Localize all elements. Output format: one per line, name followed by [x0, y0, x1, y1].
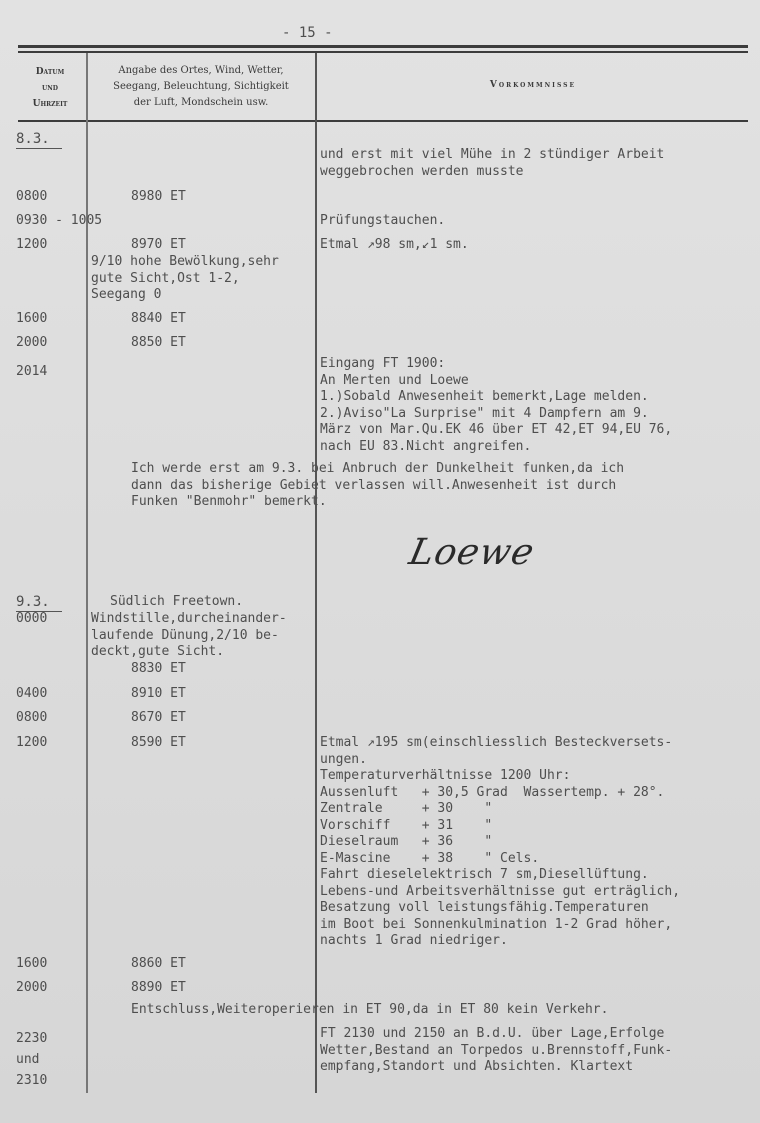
entry-pos-1200-b: 8590 ET — [131, 735, 186, 750]
entry-time-0400: 0400 — [16, 686, 48, 701]
entry-note-entschluss: Entschluss,Weiteroperieren in ET 90,da in ET 80 kein Verkehr. — [131, 1002, 609, 1017]
entry-time-2230: 2230 und 2310 — [16, 1031, 48, 1088]
entry-etmal-temperaturen: Etmal ↗195 sm(einschliesslich Besteckversets- ungen. Temperaturverhältnisse 1200 Uhr: Aussenluft + 30,5 Grad Wassertemp. + 28°. Zentrale + 30 " Vorschiff + 31 " Dieselraum + 36 " E-Mascine + 38 " Cels. Fahrt dieselelektrisch 7 sm,Diesellüftung. Lebens-und Arbeitsverhältnisse gut erträglich, Besatzung voll leistungsfähig.Temperaturen im Boot bei Sonnenkulmination 1-2 Grad höher, nachts 1 Grad niedriger. — [320, 735, 681, 948]
entry-date-9-3: 9.3. — [16, 594, 62, 612]
entry-wetter-0000: Windstille,durcheinander- laufende Dünung,2/10 be- deckt,gute Sicht. — [91, 611, 287, 659]
entry-vorkommnis-pruefung: Prüfungstauchen. — [320, 213, 446, 228]
header-rule-top-2 — [18, 51, 748, 53]
entry-date-8-3: 8.3. — [16, 131, 62, 149]
entry-time-2014: 2014 — [16, 364, 48, 379]
entry-vorkommnis-1: und erst mit viel Mühe in 2 stündiger Arbeit weggebrochen werden musste — [320, 147, 665, 179]
header-ort-line2: Seegang, Beleuchtung, Sichtigkeit — [113, 81, 289, 92]
entry-time-0000: 0000 — [16, 611, 48, 626]
column-divider-2 — [315, 53, 317, 1093]
entry-pos-1200: 8970 ET — [131, 237, 186, 252]
entry-pos-1600: 8840 ET — [131, 311, 186, 326]
entry-wetter-1200: 9/10 hohe Bewölkung,sehr gute Sicht,Ost 1-2, Seegang 0 — [91, 254, 279, 302]
header-rule-bottom — [18, 120, 748, 122]
entry-etmal-1: Etmal ↗98 sm,↙1 sm. — [320, 237, 469, 252]
entry-time-1600: 1600 — [16, 311, 48, 326]
column-divider-1 — [86, 53, 88, 1093]
header-ort-line3: der Luft, Mondschein usw. — [133, 97, 269, 108]
entry-funkspruch: Eingang FT 1900: An Merten und Loewe 1.)Sobald Anwesenheit bemerkt,Lage melden. 2.)Aviso"La Surprise" mit 4 Dampfern am 9. März von Mar.Qu.EK 46 über ET 42,ET 94,EU 76, nach EU 83.Nicht angreifen. — [320, 356, 673, 454]
entry-funkspruch-2: FT 2130 und 2150 an B.d.U. über Lage,Erfolge Wetter,Bestand an Torpedos u.Brennstoff,Funk- empfang,Standort und Absichten. Klartext — [320, 1026, 673, 1074]
page-number: - 15 - — [282, 25, 333, 41]
entry-time-1200-b: 1200 — [16, 735, 48, 750]
entry-note-funken: Ich werde erst am 9.3. bei Anbruch der Dunkelheit funken,da ich dann das bisherige Gebiet verlassen will.Anwesenheit ist durch Funken "Benmohr" bemerkt. — [131, 461, 625, 509]
entry-time-2000: 2000 — [16, 335, 48, 350]
header-vorkommnisse: Vorkommnisse — [489, 80, 577, 90]
entry-time-1600-b: 1600 — [16, 956, 48, 971]
entry-pos-1600-b: 8860 ET — [131, 956, 186, 971]
entry-pos-0400: 8910 ET — [131, 686, 186, 701]
header-datum — [22, 64, 78, 112]
entry-time-1200: 1200 — [16, 237, 48, 252]
header-ort-line1: Angabe des Ortes, Wind, Wetter, — [118, 65, 284, 76]
entry-pos-0800-b: 8670 ET — [131, 710, 186, 725]
header-datum-line3: Uhrzeit — [32, 99, 68, 109]
entry-time-2000-b: 2000 — [16, 980, 48, 995]
entry-time-0930: 0930 - 1005 — [16, 213, 103, 228]
signature-loewe: Loewe — [405, 532, 539, 573]
entry-time-0800-b: 0800 — [16, 710, 48, 725]
header-datum-line2: und — [42, 83, 58, 93]
entry-pos-2000: 8850 ET — [131, 335, 186, 350]
entry-pos-2000-b: 8890 ET — [131, 980, 186, 995]
header-datum-line1: Datum — [35, 67, 65, 77]
header-rule-top — [18, 45, 748, 48]
header-ort — [86, 63, 316, 111]
entry-pos-0000: 8830 ET — [131, 661, 186, 676]
entry-ort-freetown: Südlich Freetown. — [110, 594, 244, 609]
entry-pos-0800: 8980 ET — [131, 189, 186, 204]
entry-time-0800: 0800 — [16, 189, 48, 204]
